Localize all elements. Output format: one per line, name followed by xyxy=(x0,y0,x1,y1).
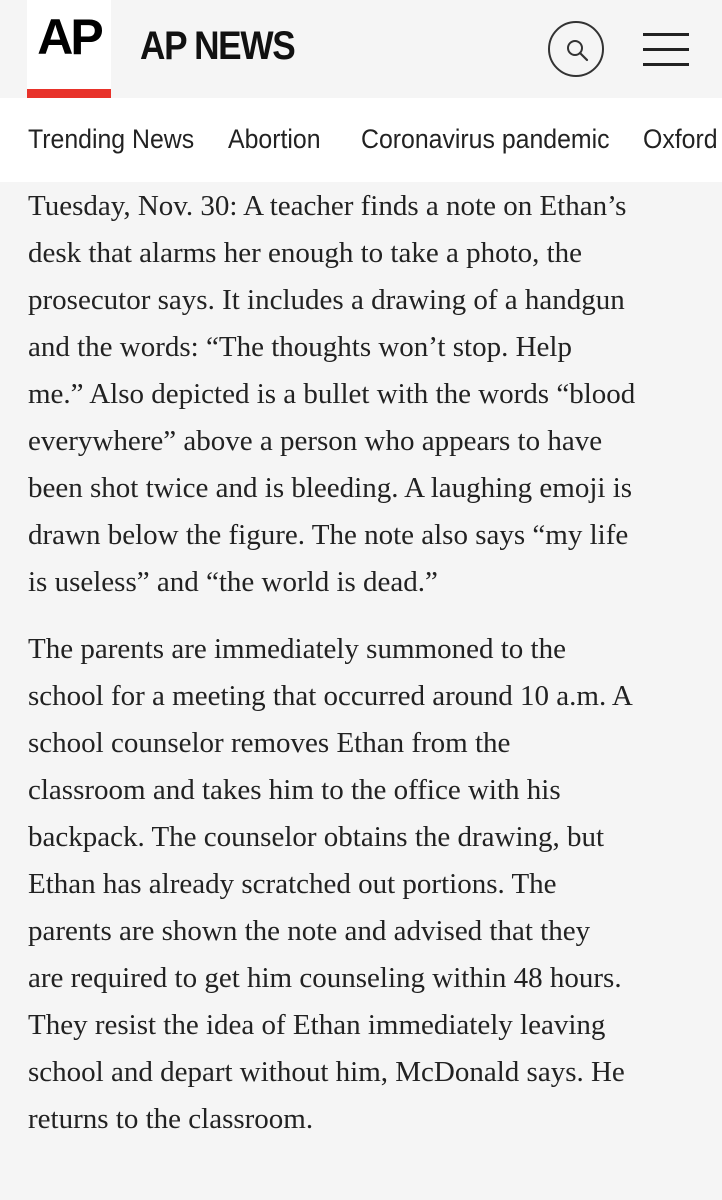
nav-item-abortion[interactable]: Abortion xyxy=(228,124,321,154)
article-paragraph: The parents are immediately summoned to the school for a meeting that occurred around 10 a.m. A school counselor removes Ethan from the classroom and takes him to the office with his backpack. The counselor obtains the drawing, but Ethan has already scratched out portions. The parents are shown the note and advised that they are required to get him counseling within 48 hours. They resist the idea of Ethan immediately leaving school and depart without him, McDonald says. He returns to the classroom. xyxy=(28,633,633,1135)
trending-nav xyxy=(0,98,722,182)
site-name[interactable]: AP NEWS xyxy=(140,24,295,68)
search-icon xyxy=(565,38,589,62)
hamburger-menu-icon[interactable] xyxy=(643,31,689,67)
logo-text: AP xyxy=(37,9,101,65)
ap-logo[interactable] xyxy=(27,0,111,98)
nav-item-coronavirus-pandemic[interactable]: Coronavirus pandemic xyxy=(361,124,610,154)
logo-underline xyxy=(27,89,111,98)
search-button[interactable] xyxy=(548,21,604,77)
article-body xyxy=(28,183,708,1143)
site-header xyxy=(0,0,722,98)
nav-item-trending-news[interactable]: Trending News xyxy=(28,124,195,154)
menu-line xyxy=(643,48,689,51)
article-paragraph: Tuesday, Nov. 30: A teacher finds a note on Ethan’s desk that alarms her enough to take a photo, the prosecutor says. It includes a drawing of a handgun and the words: “The thoughts won’t stop. Help me.” Also depicted is a bullet with the words “blood everywhere” above a person who appears to have been shot twice and is bleeding. A laughing emoji is drawn below the figure. The note also says “my life is useless” and “the world is dead.” xyxy=(28,190,636,598)
menu-line xyxy=(643,33,689,36)
menu-line xyxy=(643,63,689,66)
nav-item-oxford[interactable]: Oxford xyxy=(643,124,718,154)
